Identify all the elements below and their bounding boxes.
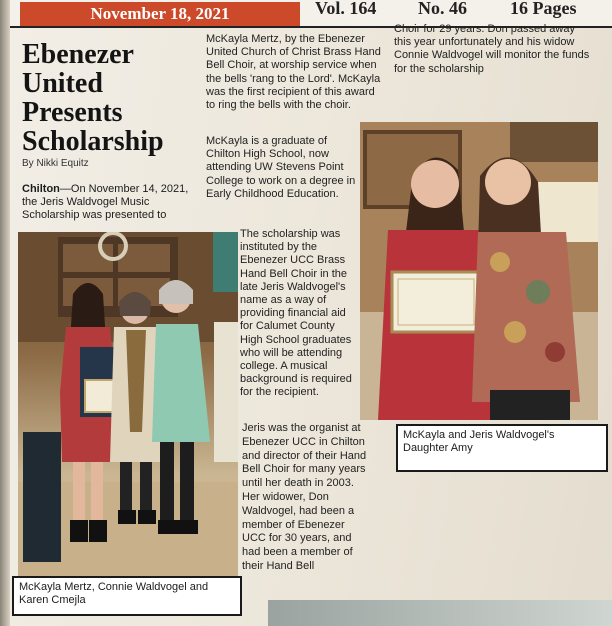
volume-number: Vol. 164 xyxy=(315,0,377,18)
photo1-caption: McKayla Mertz, Connie Waldvogel and Karen Cmejla xyxy=(12,576,242,616)
photo-two-women xyxy=(360,122,598,420)
issue-number: No. 46 xyxy=(418,0,467,18)
photo-group-three-women xyxy=(18,232,238,576)
article-column-5: Jeris was the organist at Ebenezer UCC in Chilton and director of their Hand Bell Choir for many years until her death in 2003. Her widower, Don Waldvogel, had been a member of Ebenezer UCC for 30 years, and had been a member of their Hand Bell xyxy=(242,422,367,572)
article-column-2: Choir for 29 years. Don passed away this year unfortunately and his widow Connie Waldvogel will monitor the funds for the scholarship xyxy=(394,23,590,75)
next-article-photo-strip xyxy=(268,600,612,626)
article-column-4: The scholarship was instituted by the Ebenezer UCC Brass Hand Bell Choir in the late Jeris Waldvogel's name as a way of providing financial aid for Calumet County High School graduates who will be attending college. A musical background is required for the recipient. xyxy=(240,228,352,399)
article-byline: By Nikki Equitz xyxy=(22,158,89,169)
photo2-caption: McKayla and Jeris Waldvogel's Daughter Amy xyxy=(396,424,608,472)
dateline: Chilton xyxy=(22,183,60,195)
page-count: 16 Pages xyxy=(510,0,577,18)
page-shadow xyxy=(0,0,10,626)
issue-date: November 18, 2021 xyxy=(20,2,300,26)
article-headline: Ebenezer United Presents Scholarship xyxy=(22,39,164,157)
photo1-illustration xyxy=(18,232,238,576)
article-column-1: McKayla Mertz, by the Ebenezer United Church of Christ Brass Hand Bell Choir, at worship service when the bells 'rang to the Lord'. McKayla was the first recipient of this award to ring the bells with the choir. xyxy=(206,33,381,112)
photo2-illustration xyxy=(360,122,598,420)
intro-text: —On November 14, 2021, the Jeris Waldvogel Music Scholarship was presented to xyxy=(22,183,189,221)
article-intro xyxy=(22,183,202,222)
article-column-3: McKayla is a graduate of Chilton High School, now attending UW Stevens Point College to work on a degree in Early Childhood Education. xyxy=(206,135,356,200)
